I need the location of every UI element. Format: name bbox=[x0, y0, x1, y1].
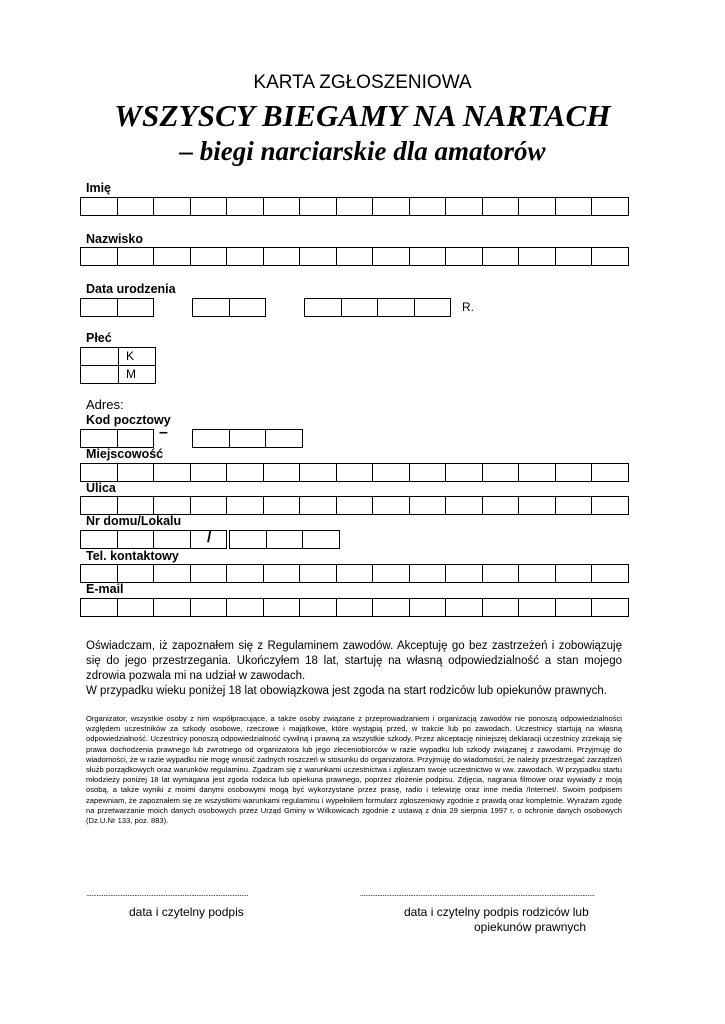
telefon-label: Tel. kontaktowy bbox=[86, 549, 179, 563]
nr-separator: / bbox=[207, 529, 212, 546]
kod-pocztowy-label: Kod pocztowy bbox=[86, 413, 171, 427]
nazwisko-label: Nazwisko bbox=[86, 232, 143, 246]
birth-day-field[interactable] bbox=[80, 298, 154, 317]
ulica-label: Ulica bbox=[86, 481, 116, 495]
kod-pocztowy-part2-field[interactable] bbox=[192, 429, 303, 448]
form-title: KARTA ZGŁOSZENIOWA bbox=[253, 72, 472, 93]
plec-label: Płeć bbox=[86, 331, 112, 345]
declaration-paragraph: Oświadczam, iż zapoznałem się z Regulaminem zawodów. Akceptuję go bez zastrzeżeń i zobowiązuję się do jego przestrzegania. Ukończyłem 18 lat, startuję na własną odpowiedzialność a stan mojego zdrowia pozwala mi na udział w zawodach. bbox=[86, 640, 622, 682]
ulica-field[interactable] bbox=[80, 496, 629, 515]
kod-pocztowy-part1-field[interactable] bbox=[80, 429, 154, 448]
adres-label: Adres: bbox=[86, 397, 124, 412]
nr-domu-label: Nr domu/Lokalu bbox=[86, 514, 182, 528]
birth-month-field[interactable] bbox=[192, 298, 266, 317]
email-label: E-mail bbox=[86, 582, 124, 596]
event-subtitle: – biegi narciarskie dla amatorów bbox=[179, 136, 546, 166]
signature-line-right: ........................................................................................................................................ bbox=[360, 889, 595, 898]
plec-m-checkbox[interactable] bbox=[81, 366, 119, 383]
signature-label-right-line2: opiekunów prawnych bbox=[474, 920, 587, 934]
plec-k-label: K bbox=[126, 349, 135, 363]
declaration bbox=[86, 639, 622, 699]
nazwisko-field[interactable] bbox=[80, 247, 629, 266]
legal-disclaimer: Organizator, wszystkie osoby z nim współpracujące, a także osoby związane z przeprowadzaniem i organizacją zawodów nie ponoszą odpowiedzialności względem uczestników za szkody osobowe, rzeczowe i majątkowe, które wystąpią przed, w trakcie lub po zawodach. Uczestnicy startują na własną odpowiedzialność. Uczestnicy ponoszą odpowiedzialność cywilną i prawną za wszystkie szkody. Przez akceptację niniejszej deklaracji uczestnicy zrzekają się prawa dochodzenia prawnego lub zwrotnego od organizatora lub jego zleceniobiorców w razie wypadku lub szkody związanej z zawodami. Przyjmuję do wiadomości, że w razie wypadku nie mogę wnosić żadnych roszczeń w stosunku do organizatora. Przyjmuję do wiadomości, że należy przestrzegać zarządzeń służb porządkowych oraz warunków regulaminu. Zgadzam się z warunkami uczestnictwa i zgłaszam swoje uczestnictwo w ww. zawodach. W przypadku startu młodzieży poniżej 18 lat wymagana jest zgoda rodzica lub opiekuna prawnego, poprzez złożenie podpisu. Zdjęcia, nagrania filmowe oraz wywiady z moją osobą, a także wyniki z moimi danymi osobowymi mogą być wykorzystane przez prasę, radio i telewizję oraz inne media /Internet/. Swoim podpisem zapewniam, że zapoznałem się ze wszystkimi warunkami regulaminu i wypełniłem formularz zgłoszeniowy zgodnie z prawdą oraz kompletnie. Wyrażam zgodę na przetwarzanie moich danych osobowych przez Urząd Gminy w Wilkowicach zgodnie z ustawą z dnia 29 sierpnia 1997 r. o ochronie danych osobowych (Dz.U.Nr 133, poz. 883). bbox=[86, 714, 622, 826]
birth-year-field[interactable] bbox=[304, 298, 451, 317]
kod-separator: – bbox=[159, 424, 168, 441]
signature-label-left: data i czytelny podpis bbox=[129, 905, 244, 919]
plec-k-checkbox[interactable] bbox=[81, 348, 119, 365]
imie-label: Imię bbox=[86, 181, 112, 195]
miejscowosc-field[interactable] bbox=[80, 463, 629, 482]
signature-label-right: data i czytelny podpis rodziców lub bbox=[404, 905, 589, 919]
year-suffix: R. bbox=[462, 300, 474, 314]
event-title: WSZYSCY BIEGAMY NA NARTACH bbox=[114, 98, 611, 133]
signature-line-left: .............................................................................................. bbox=[86, 889, 248, 898]
plec-m-label: M bbox=[126, 367, 136, 381]
declaration-minor-note: W przypadku wieku poniżej 18 lat obowiązkowa jest zgoda na start rodziców lub opiekunów prawnych. bbox=[86, 685, 607, 697]
telefon-field[interactable] bbox=[80, 564, 629, 583]
miejscowosc-label: Miejscowość bbox=[86, 447, 164, 461]
nr-lokalu-field[interactable] bbox=[229, 530, 340, 549]
data-urodzenia-label: Data urodzenia bbox=[86, 282, 176, 296]
nr-domu-field[interactable] bbox=[80, 530, 227, 549]
imie-field[interactable] bbox=[80, 197, 629, 216]
plec-options bbox=[80, 347, 156, 384]
email-field[interactable] bbox=[80, 598, 629, 617]
